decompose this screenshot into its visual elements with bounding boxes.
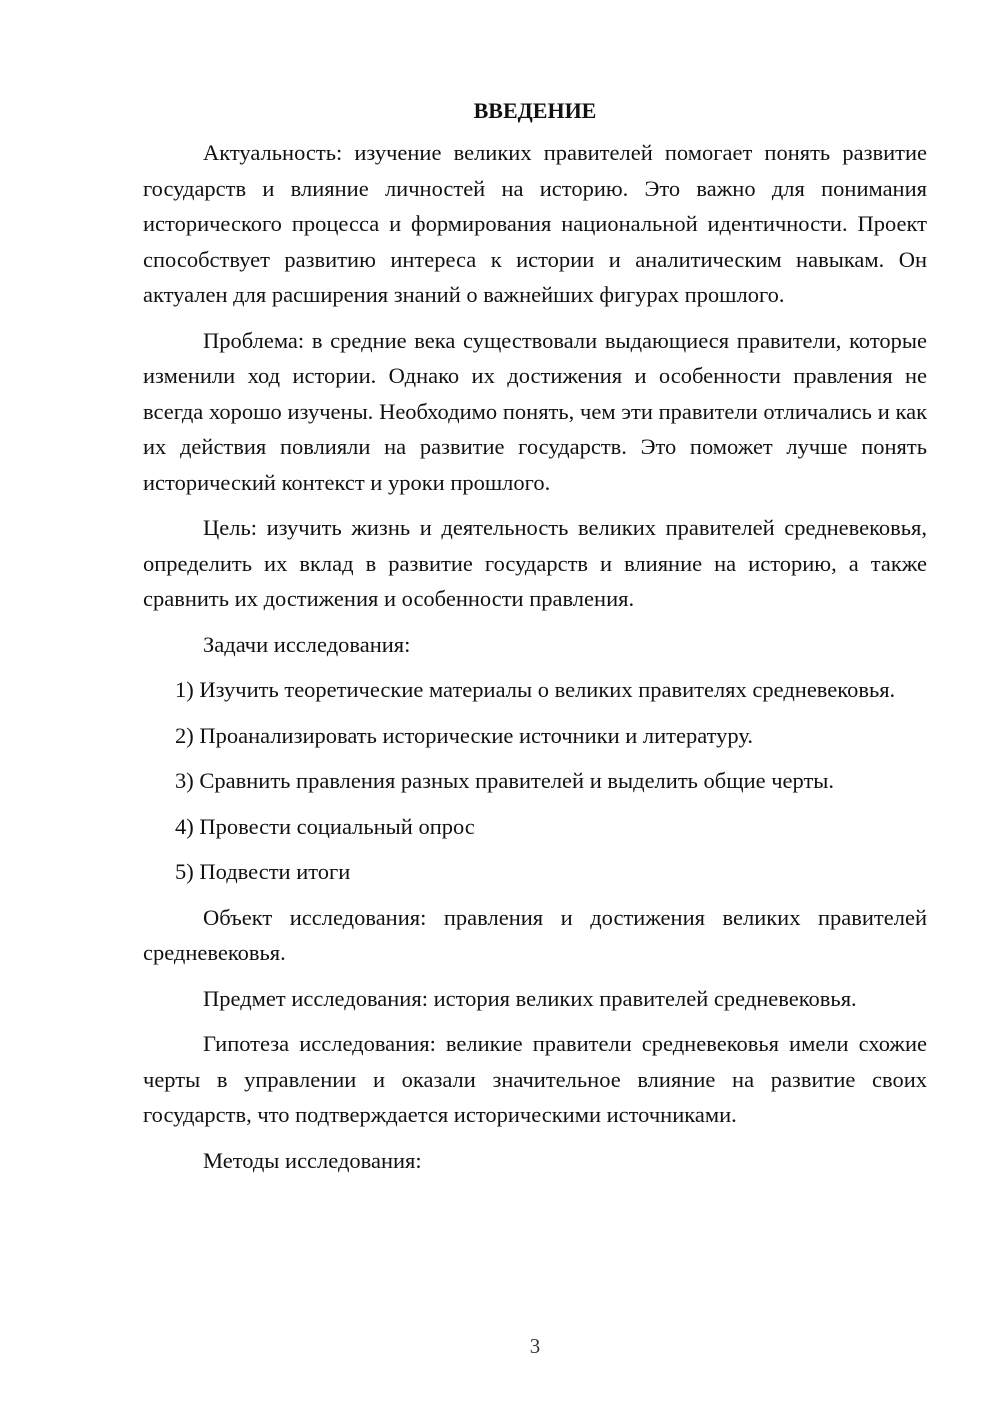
task-item-2: 2) Проанализировать исторические источники и литературу. bbox=[175, 722, 754, 748]
object-paragraph: Объект исследования: правления и достижения великих правителей средневековья. bbox=[143, 904, 927, 965]
tasks-heading: Задачи исследования: bbox=[203, 631, 411, 657]
hypothesis-paragraph: Гипотеза исследования: великие правители средневековья имели схожие черты в управлении и оказали значительное влияние на развитие своих государств, что подтверждается историческими источниками. bbox=[143, 1031, 927, 1127]
problem-paragraph: Проблема: в средние века существовали выдающиеся правители, которые изменили ход истории. Однако их достижения и особенности правления не всегда хорошо изучены. Необходимо понять, чем эти правители отличались и как их действия повлияли на развитие государств. Это поможет лучше понять исторический контекст и уроки прошлого. bbox=[143, 327, 927, 495]
page-content bbox=[143, 95, 927, 1188]
page-number: 3 bbox=[529, 1334, 541, 1358]
task-item-3: 3) Сравнить правления разных правителей и выделить общие черты. bbox=[175, 768, 835, 793]
section-title: ВВЕДЕНИЕ bbox=[473, 98, 597, 123]
subject-paragraph: Предмет исследования: история великих правителей средневековья. bbox=[203, 985, 857, 1011]
goal-paragraph: Цель: изучить жизнь и деятельность великих правителей средневековья, определить их вклад в развитие государств и влияние на историю, а также сравнить их достижения и особенности правления. bbox=[143, 515, 927, 611]
methods-heading: Методы исследования: bbox=[203, 1147, 422, 1173]
task-item-1: 1) Изучить теоретические материалы о великих правителях средневековья. bbox=[175, 677, 896, 702]
task-item-4: 4) Провести социальный опрос bbox=[175, 813, 475, 839]
task-item-5: 5) Подвести итоги bbox=[175, 859, 351, 884]
relevance-paragraph: Актуальность: изучение великих правителей помогает понять развитие государств и влияние личностей на историю. Это важно для понимания исторического процесса и формирования национальной идентичности. Проект способствует развитию интереса к истории и аналитическим навыкам. Он актуален для расширения знаний о важнейших фигурах прошлого. bbox=[143, 140, 927, 307]
